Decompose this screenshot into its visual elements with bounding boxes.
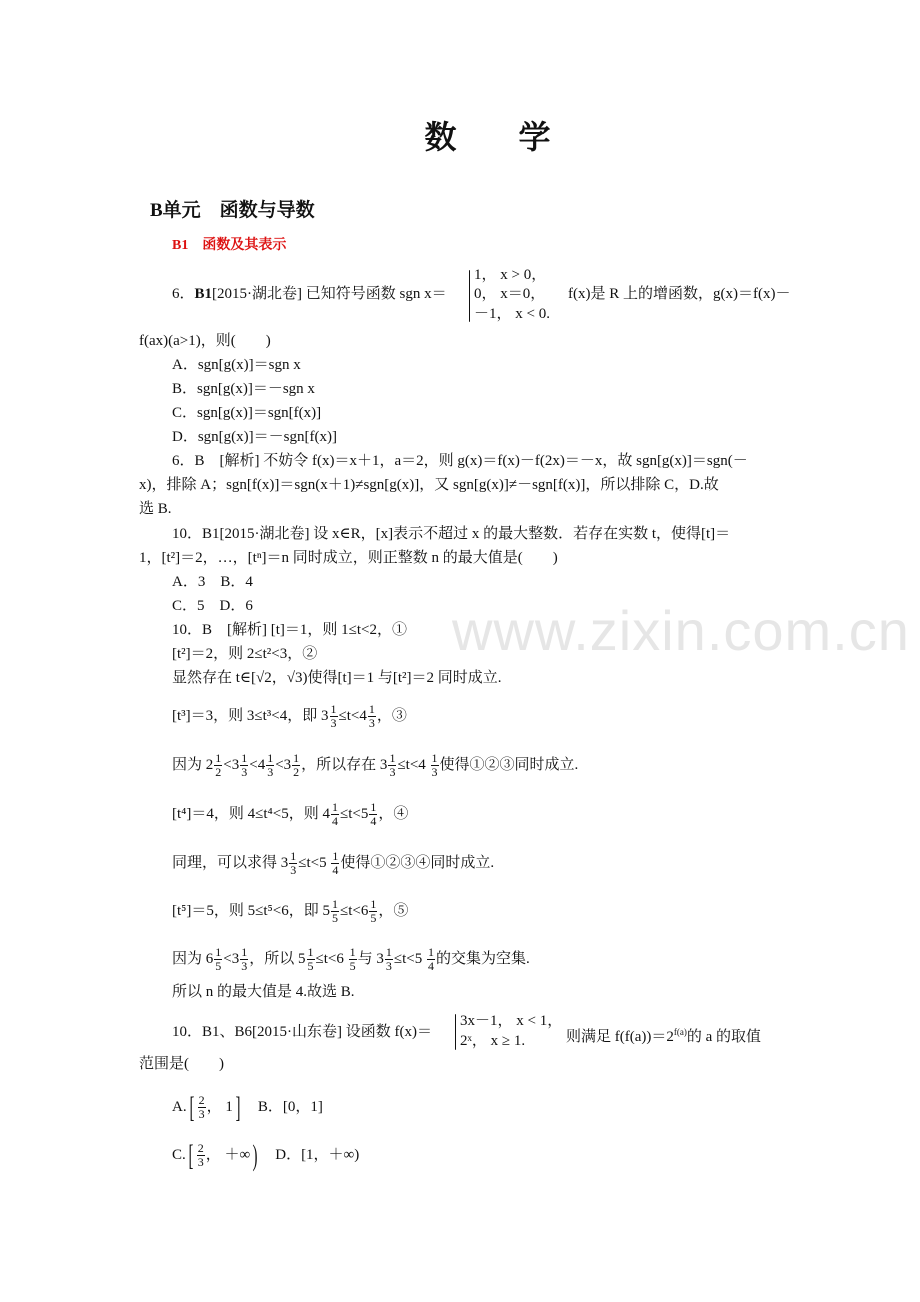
fraction: $\frac{1}{3}$ bbox=[431, 751, 438, 779]
fraction: $\frac{2}{3}$ bbox=[197, 1141, 204, 1169]
q10a-solution-5: 因为 2 $\frac{1}{2}$ <3 $\frac{1}{3}$ <4 $\frac{1}{3}$ <3 $\frac{1}{2}$ ，所以存在 3 $\frac{1}{3}$ ≤t<4 $\frac{1}{3}$ 使得①②③同时成立. bbox=[172, 751, 579, 779]
fraction: $\frac{1}{5}$ bbox=[370, 897, 377, 925]
q10b-line1: 10．B1、B6[2015·山东卷] 设函数 f(x)＝ bbox=[172, 1024, 432, 1040]
q10a-solution-8: [t⁵]＝5，则 5≤t⁵<6，即 5 $\frac{1}{5}$ ≤t<6 $\frac{1}{5}$ ，⑤ bbox=[172, 897, 409, 925]
fraction: $\frac{1}{5}$ bbox=[331, 897, 338, 925]
fraction: $\frac{1}{3}$ bbox=[330, 702, 337, 730]
left-bracket-icon: [ bbox=[189, 1090, 195, 1124]
q10a-solution-3: 显然存在 t∈[√2，√3)使得[t]＝1 与[t²]＝2 同时成立. bbox=[172, 670, 502, 686]
q6-solution-2: x)，排除 A；sgn[f(x)]＝sgn(x＋1)≠sgn[g(x)]，又 sgn[g(x)]≠－sgn[f(x)]，所以排除 C，D.故 bbox=[139, 477, 719, 493]
q10a-solution-9: 因为 6 $\frac{1}{5}$ <3 $\frac{1}{3}$ ，所以 5 $\frac{1}{5}$ ≤t<6 $\frac{1}{5}$ 与 3 $\frac{1}{3}$ ≤t<5 $\frac{1}{4}$ 的交集为空集. bbox=[172, 945, 530, 973]
q6-piece-2: 0， x＝0， bbox=[474, 286, 546, 302]
q6-solution-1: 6．B [解析] 不妨令 f(x)＝x＋1，a＝2，则 g(x)＝f(x)－f(2x)＝－x，故 sgn[g(x)]＝sgn(－ bbox=[172, 453, 748, 469]
q10a-solution-7: 同理，可以求得 3 $\frac{1}{3}$ ≤t<5 $\frac{1}{4}$ 使得①②③④同时成立. bbox=[172, 849, 495, 877]
q10a-solution-1: 10．B [解析] [t]＝1，则 1≤t<2，① bbox=[172, 622, 408, 638]
fraction: $\frac{1}{5}$ bbox=[307, 945, 314, 973]
left-bracket-icon: [ bbox=[188, 1138, 194, 1172]
fraction: $\frac{1}{3}$ bbox=[290, 849, 297, 877]
q10a-line1: 10．B1[2015·湖北卷] 设 x∈R，[x]表示不超过 x 的最大整数．若存在实数 t，使得[t]＝ bbox=[172, 526, 731, 542]
fraction: $\frac{1}{3}$ bbox=[267, 751, 274, 779]
q6-option-a: A．sgn[g(x)]＝sgn x bbox=[172, 357, 301, 373]
q6-piece-1: 1， x > 0， bbox=[474, 267, 547, 283]
fraction: $\frac{1}{2}$ bbox=[215, 751, 222, 779]
q6-option-d: D．sgn[g(x)]＝－sgn[f(x)] bbox=[172, 429, 337, 445]
q10b-brace bbox=[455, 1014, 456, 1050]
q10a-solution-6: [t⁴]＝4，则 4≤t⁴<5，则 4 $\frac{1}{4}$ ≤t<5 $\frac{1}{4}$ ，④ bbox=[172, 800, 409, 828]
fraction: $\frac{1}{5}$ bbox=[215, 945, 222, 973]
q10b-line1-tail: 则满足 $f(f(a))=2^{f(a)}$的 a 的取值 bbox=[566, 1027, 762, 1045]
fraction: $\frac{1}{5}$ bbox=[349, 945, 356, 973]
q6-line2: f(ax)(a>1)，则( ) bbox=[139, 333, 271, 349]
q10a-solution-2: [t²]＝2，则 2≤t²<3，② bbox=[172, 646, 318, 662]
q10a-options-2: C．5 D．6 bbox=[172, 598, 253, 614]
q10a-line2: 1，[t²]＝2，…，[tⁿ]＝n 同时成立，则正整数 n 的最大值是( ) bbox=[139, 550, 558, 566]
fraction: $\frac{1}{3}$ bbox=[385, 945, 392, 973]
fraction: $\frac{1}{4}$ bbox=[331, 800, 338, 828]
q10b-option-row1: A.[ $\frac{2}{3}$ ， 1] B．[0，1] bbox=[172, 1090, 323, 1124]
watermark: www.zixin.com.cn bbox=[452, 599, 910, 662]
fraction: $\frac{1}{2}$ bbox=[293, 751, 300, 779]
fraction: $\frac{1}{4}$ bbox=[332, 849, 339, 877]
page-title: 数 学 bbox=[424, 119, 551, 155]
q10a-options-1: A．3 B．4 bbox=[172, 574, 253, 590]
fraction: $\frac{1}{3}$ bbox=[241, 751, 248, 779]
unit-heading: B单元 函数与导数 bbox=[150, 200, 315, 221]
q6-brace bbox=[469, 270, 470, 322]
fraction: $\frac{1}{3}$ bbox=[241, 945, 248, 973]
q10b-piece-2: 2ˣ， x ≥ 1. bbox=[460, 1033, 526, 1049]
q6-line1: 6．B1[2015·湖北卷] 已知符号函数 sgn x＝ bbox=[172, 286, 447, 302]
q6-option-c: C．sgn[g(x)]＝sgn[f(x)] bbox=[172, 405, 322, 421]
q6-solution-3: 选 B. bbox=[139, 501, 172, 517]
q10a-solution-4: [t³]＝3，则 3≤t³<4，即 3 $\frac{1}{3}$ ≤t<4 $\frac{1}{3}$ ，③ bbox=[172, 702, 407, 730]
section-heading: B1 函数及其表示 bbox=[172, 238, 287, 253]
q10b-line2: 范围是( ) bbox=[139, 1056, 224, 1072]
q6-line1-tail: f(x)是 R 上的增函数，g(x)＝f(x)－ bbox=[568, 286, 791, 302]
right-paren-icon: ) bbox=[252, 1138, 258, 1172]
q10a-solution-10: 所以 n 的最大值是 4.故选 B. bbox=[172, 984, 355, 1000]
fraction: $\frac{1}{4}$ bbox=[370, 800, 377, 828]
q6-option-b: B．sgn[g(x)]＝－sgn x bbox=[172, 381, 315, 397]
right-bracket-icon: ] bbox=[235, 1090, 241, 1124]
fraction: $\frac{1}{4}$ bbox=[427, 945, 434, 973]
q10b-option-row2: C.[ $\frac{2}{3}$ ， ＋∞) D．[1，＋∞) bbox=[172, 1138, 360, 1172]
fraction: $\frac{1}{3}$ bbox=[368, 702, 375, 730]
fraction: $\frac{2}{3}$ bbox=[198, 1093, 205, 1121]
q6-piece-3: －1， x < 0. bbox=[474, 306, 550, 322]
q10b-piece-1: 3x－1， x < 1， bbox=[460, 1013, 563, 1029]
fraction: $\frac{1}{3}$ bbox=[389, 751, 396, 779]
